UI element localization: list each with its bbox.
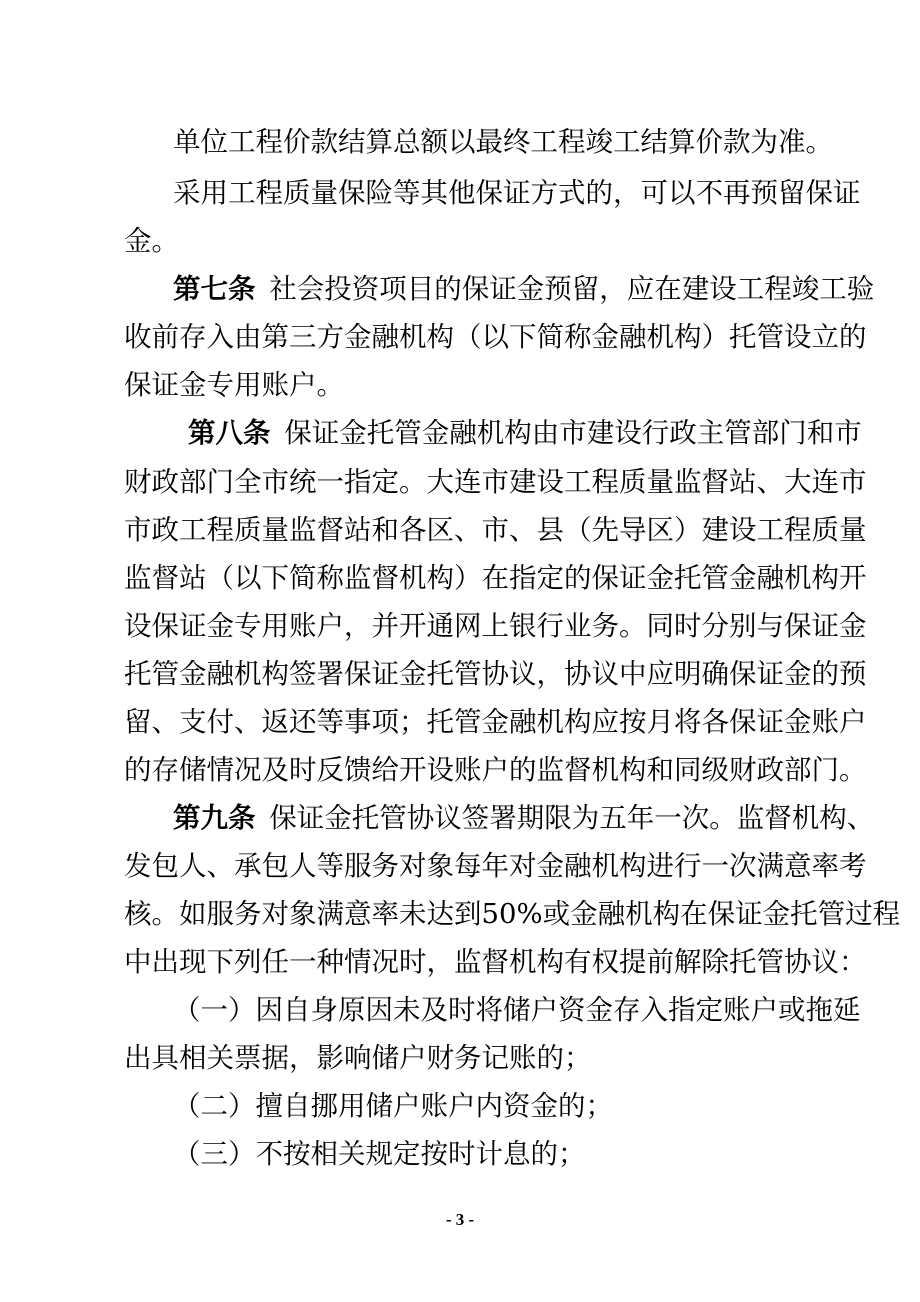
text-line: 监督站（以下简称监督机构）在指定的保证金托管金融机构开 [124, 562, 867, 594]
text-line: 保证金专用账户。 [124, 369, 344, 401]
text-line: 发包人、承包人等服务对象每年对金融机构进行一次满意率考 [124, 850, 867, 882]
text-line: 收前存入由第三方金融机构（以下简称金融机构）托管设立的 [124, 321, 867, 353]
article-8-line [188, 417, 862, 449]
text-line: 单位工程价款结算总额以最终工程竣工结算价款为准。 [173, 126, 833, 158]
list-item: （一）因自身原因未及时将储户资金存入指定账户或拖延 [173, 994, 861, 1026]
article-text: 保证金托管协议签署期限为五年一次。监督机构、 [269, 802, 875, 834]
article-text: 保证金托管金融机构由市建设行政主管部门和市 [284, 417, 862, 449]
page-number: - 3 - [445, 1210, 475, 1229]
text-line: 财政部门全市统一指定。大连市建设工程质量监督站、大连市 [124, 466, 867, 498]
article-9-line [173, 802, 875, 834]
article-7-line [173, 273, 875, 305]
text-line: 中出现下列任一种情况时，监督机构有权提前解除托管协议： [124, 946, 867, 978]
text-line: 核。如服务对象满意率未达到50%或金融机构在保证金托管过程 [124, 898, 901, 930]
article-heading: 第八条 [188, 417, 271, 449]
text-line: 托管金融机构签署保证金托管协议，协议中应明确保证金的预 [124, 658, 867, 690]
text-line: 市政工程质量监督站和各区、市、县（先导区）建设工程质量 [124, 514, 867, 546]
article-heading: 第七条 [173, 273, 256, 305]
list-item: （三）不按相关规定按时计息的； [173, 1138, 586, 1170]
text-line: 采用工程质量保险等其他保证方式的，可以不再预留保证 [173, 177, 861, 209]
article-text: 社会投资项目的保证金预留，应在建设工程竣工验 [269, 273, 875, 305]
article-heading: 第九条 [173, 802, 256, 834]
text-line: 金。 [124, 225, 179, 257]
text-line: 设保证金专用账户，并开通网上银行业务。同时分别与保证金 [124, 610, 867, 642]
text-line: 的存储情况及时反馈给开设账户的监督机构和同级财政部门。 [124, 754, 867, 786]
text-line: 出具相关票据，影响储户财务记账的； [124, 1042, 592, 1074]
list-item: （二）擅自挪用储户账户内资金的； [173, 1090, 613, 1122]
text-line: 留、支付、返还等事项；托管金融机构应按月将各保证金账户 [124, 706, 867, 738]
